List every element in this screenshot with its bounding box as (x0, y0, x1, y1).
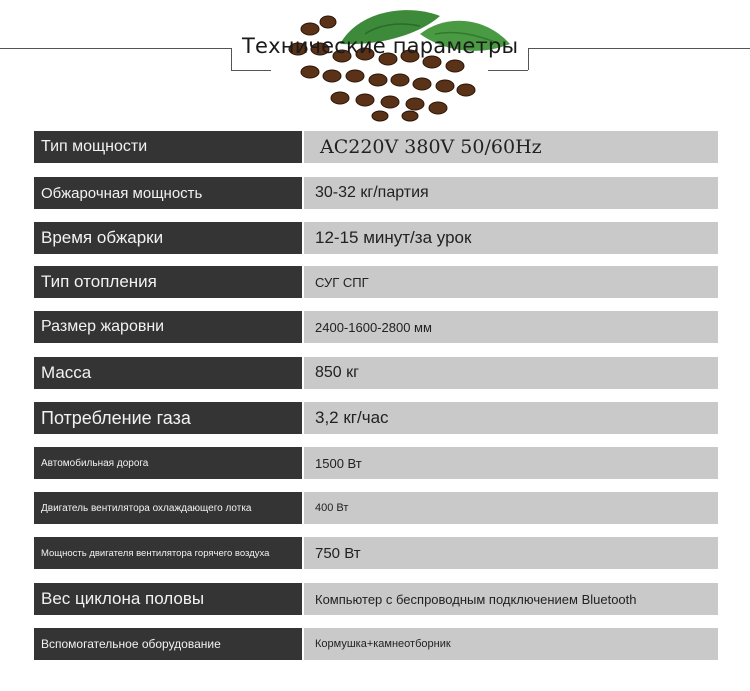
spec-row-cooling-fan (34, 492, 718, 524)
spec-row-aux-equipment (34, 628, 718, 660)
spec-row-heating-type (34, 266, 718, 298)
spec-value: AC220V 380V 50/60Hz (304, 131, 718, 163)
spec-value: 2400-1600-2800 мм (304, 311, 718, 343)
spec-value: 400 Вт (304, 492, 718, 524)
spec-row-road (34, 447, 718, 479)
spec-row-roast-capacity (34, 177, 718, 209)
spec-label: Тип мощности (34, 131, 302, 163)
header-bracket-right (528, 48, 529, 70)
spec-row-roaster-size (34, 311, 718, 343)
spec-value: 1500 Вт (304, 447, 718, 479)
spec-label: Вспомогательное оборудование (34, 628, 302, 660)
spec-value: 12-15 минут/за урок (304, 222, 718, 254)
header-bracket-left-bottom (231, 70, 271, 71)
spec-label: Время обжарки (34, 222, 302, 254)
spec-row-roast-time (34, 222, 718, 254)
spec-row-power-type (34, 131, 718, 163)
header (0, 0, 750, 125)
spec-label: Вес циклона половы (34, 583, 302, 615)
spec-value: 3,2 кг/час (304, 402, 718, 434)
spec-value: 30-32 кг/партия (304, 177, 718, 209)
spec-value: 750 Вт (304, 537, 718, 569)
spec-row-gas-consumption (34, 402, 718, 434)
spec-label: Автомобильная дорога (34, 447, 302, 479)
spec-label: Размер жаровни (34, 311, 302, 343)
spec-row-hot-air-fan (34, 537, 718, 569)
spec-value: Кормушка+камнеотборник (304, 628, 718, 660)
coffee-beans-icon (270, 4, 520, 122)
spec-label: Обжарочная мощность (34, 177, 302, 209)
spec-label: Потребление газа (34, 402, 302, 434)
spec-row-chaff-cyclone (34, 583, 718, 615)
spec-label: Мощность двигателя вентилятора горячего воздуха (34, 537, 302, 569)
spec-label: Двигатель вентилятора охлаждающего лотка (34, 492, 302, 524)
header-line-left (0, 48, 231, 49)
header-line-right (528, 48, 750, 49)
header-bracket-left (231, 48, 232, 70)
spec-row-mass (34, 357, 718, 389)
spec-value: СУГ СПГ (304, 266, 718, 298)
page-title: Технические параметры (242, 34, 519, 58)
spec-label: Тип отопления (34, 266, 302, 298)
spec-value: Компьютер с беспроводным подключением Bluetooth (304, 583, 718, 615)
spec-label: Масса (34, 357, 302, 389)
spec-value: 850 кг (304, 357, 718, 389)
